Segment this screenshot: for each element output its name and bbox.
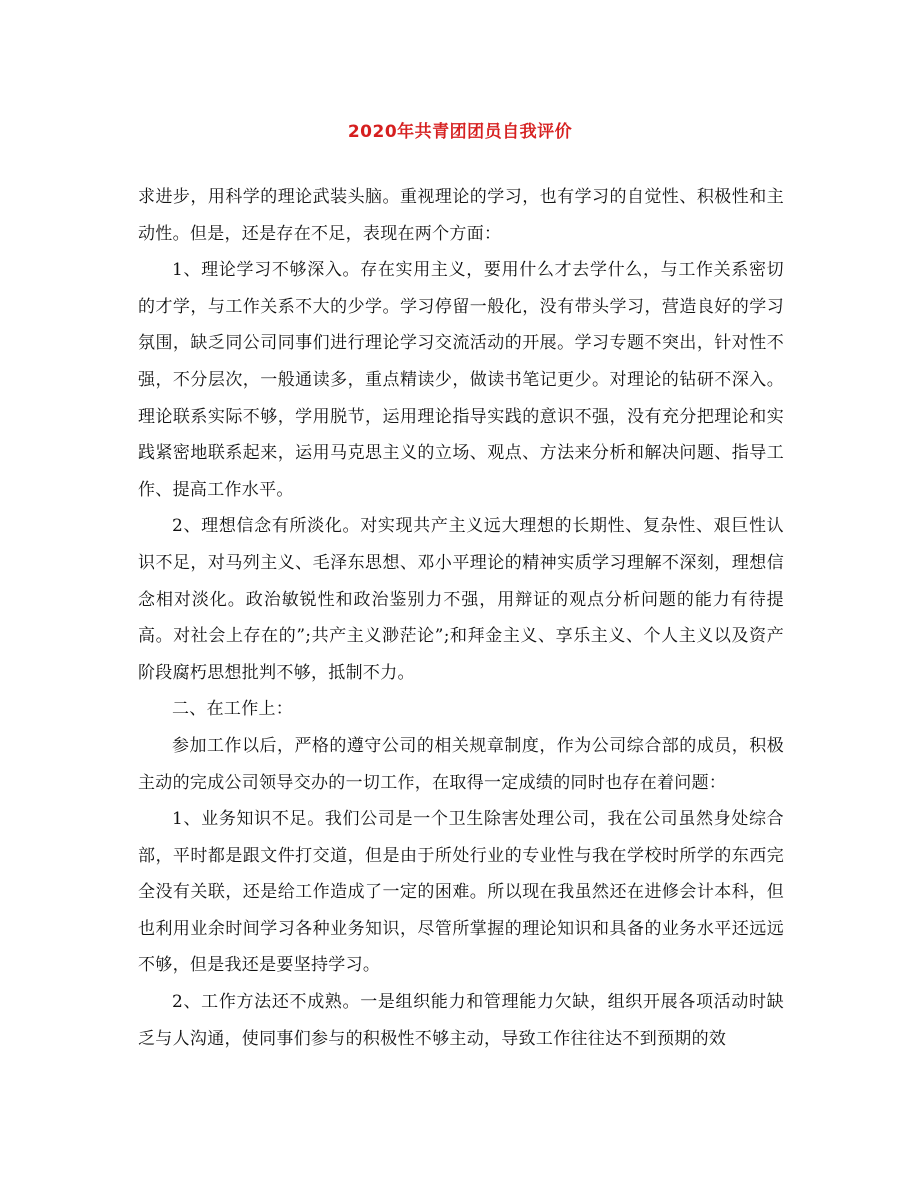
paragraph: 1、理论学习不够深入。存在实用主义，要用什么才去学什么，与工作关系密切的才学，与工作关系不大的少学。学习停留一般化，没有带头学习，营造良好的学习氛围，缺乏同公司同事们进行理论学习交流活动的开展。学习专题不突出，针对性不强，不分层次，一般通读多，重点精读少，做读书笔记更少。对理论的钻研不深入。理论联系实际不够，学用脱节，运用理论指导实践的意识不强，没有充分把理论和实践紧密地联系起来，运用马克思主义的立场、观点、方法来分析和解决问题、指导工作、提高工作水平。: [138, 260, 784, 500]
paragraph: 1、业务知识不足。我们公司是一个卫生除害处理公司，我在公司虽然身处综合部，平时都是跟文件打交道，但是由于所处行业的专业性与我在学校时所学的东西完全没有关联，还是给工作造成了一定的困难。所以现在我虽然还在进修会计本科，但也利用业余时间学习各种业务知识，尽管所掌握的理论知识和具备的业务水平还远远不够，但是我还是要坚持学习。: [138, 809, 784, 976]
paragraph: 求进步，用科学的理论武装头脑。重视理论的学习，也有学习的自觉性、积极性和主动性。但是，还是存在不足，表现在两个方面：: [138, 187, 784, 244]
paragraph: 参加工作以后，严格的遵守公司的相关规章制度，作为公司综合部的成员，积极主动的完成公司领导交办的一切工作，在取得一定成绩的同时也存在着问题：: [138, 735, 784, 793]
paragraph: 2、理想信念有所淡化。对实现共产主义远大理想的长期性、复杂性、艰巨性认识不足，对马列主义、毛泽东思想、邓小平理论的精神实质学习理解不深刻，理想信念相对淡化。政治敏锐性和政治鉴别力不强，用辩证的观点分析问题的能力有待提高。对社会上存在的”;共产主义渺茫论”;和拜金主义、享乐主义、个人主义以及资产阶段腐朽思想批判不够，抵制不力。: [138, 516, 784, 683]
paragraph: 2、工作方法还不成熟。一是组织能力和管理能力欠缺，组织开展各项活动时缺乏与人沟通，使同事们参与的积极性不够主动，导致工作往往达不到预期的效: [138, 992, 784, 1049]
document-body: [138, 179, 784, 1057]
document-title: 2020年共青团团员自我评价: [347, 122, 573, 142]
section-heading: 二、在工作上：: [172, 699, 294, 720]
